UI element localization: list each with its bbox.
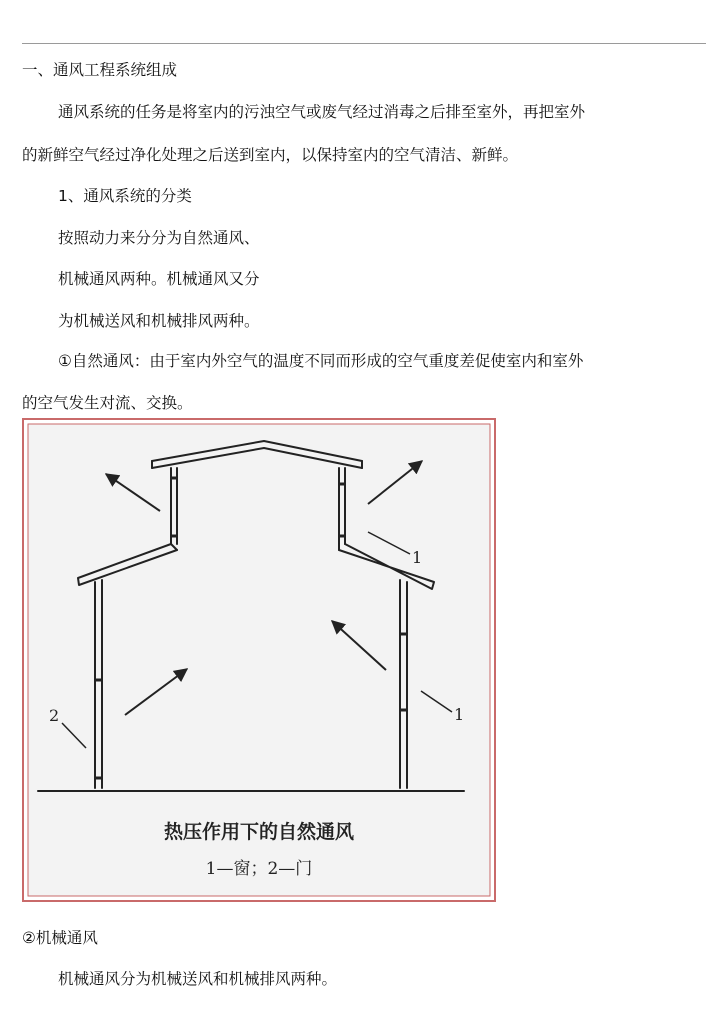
- figure-caption-legend: 1—窗；2—门: [205, 859, 313, 879]
- paragraph-line: 通风系统的任务是将室内的污浊空气或废气经过消毒之后排至室外，再把室外: [58, 103, 586, 121]
- label-door: 2: [49, 706, 60, 725]
- natural-ventilation-figure: [22, 418, 496, 902]
- top-divider: [22, 43, 706, 44]
- figure-caption-title: 热压作用下的自然通风: [163, 821, 355, 843]
- label-window-upper: 1: [412, 548, 423, 567]
- paragraph-line: 按照动力来分分为自然通风、: [58, 229, 260, 247]
- paragraph-line: 机械通风两种。机械通风又分: [58, 270, 260, 288]
- section-heading: 一、通风工程系统组成: [22, 61, 178, 79]
- paragraph-line: 为机械送风和机械排风两种。: [58, 312, 260, 330]
- paragraph-line: ①自然通风：由于室内外空气的温度不同而形成的空气重度差促使室内和室外: [58, 352, 584, 370]
- paragraph-line: 机械通风分为机械送风和机械排风两种。: [58, 970, 338, 988]
- paragraph-line: 的新鲜空气经过净化处理之后送到室内，以保持室内的空气清洁、新鲜。: [22, 146, 519, 164]
- paragraph-line: 的空气发生对流、交换。: [22, 394, 193, 412]
- subheading: 1、通风系统的分类: [58, 187, 192, 205]
- label-window-lower: 1: [454, 705, 465, 724]
- mechanical-heading: ②机械通风: [22, 929, 98, 947]
